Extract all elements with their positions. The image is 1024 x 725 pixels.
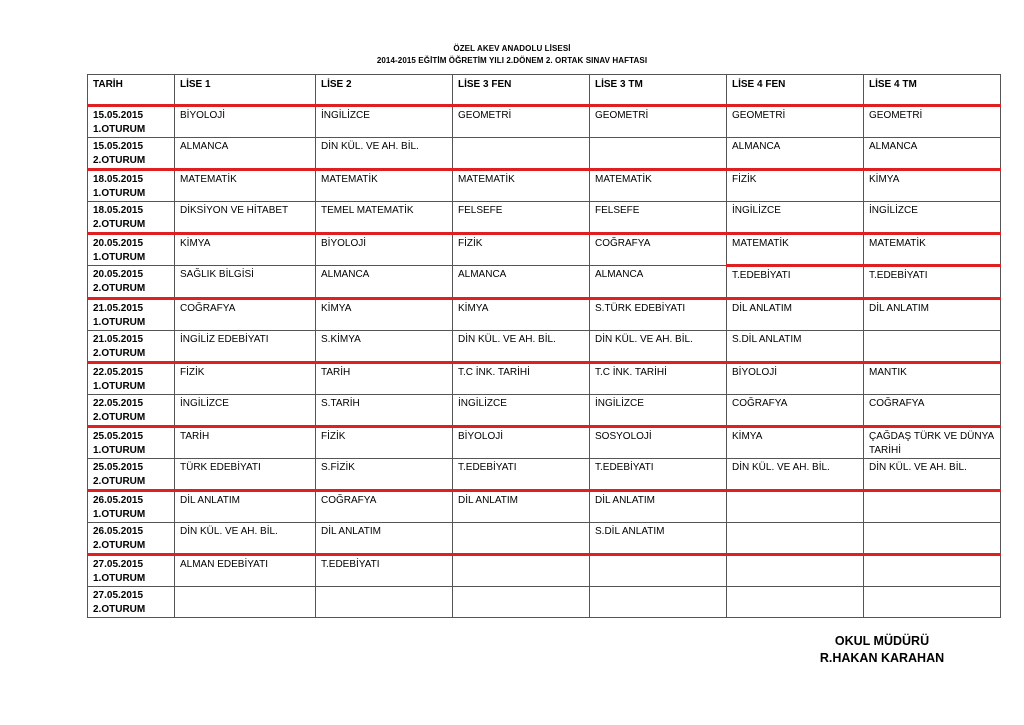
- subject-cell: [727, 491, 864, 523]
- subject-cell: KİMYA: [727, 427, 864, 459]
- subject-cell: ÇAĞDAŞ TÜRK VE DÜNYA TARİHİ: [864, 427, 1001, 459]
- school-name: ÖZEL AKEV ANADOLU LİSESİ: [453, 44, 571, 53]
- exam-date: 22.05.2015: [93, 367, 144, 378]
- exam-session: 2.OTURUM: [93, 540, 146, 551]
- subject-cell: KİMYA: [316, 299, 453, 331]
- subject-cell: TÜRK EDEBİYATI: [175, 459, 316, 491]
- subject-cell: TARİH: [175, 427, 316, 459]
- signature-name: R.HAKAN KARAHAN: [819, 651, 945, 665]
- table-row: [88, 202, 1001, 234]
- subject-cell: MATEMATİK: [453, 170, 590, 202]
- subject-cell: S.TÜRK EDEBİYATI: [590, 299, 727, 331]
- subject-cell: S.KİMYA: [316, 331, 453, 363]
- subject-cell: COĞRAFYA: [590, 234, 727, 266]
- table-row: [88, 555, 1001, 587]
- exam-session: 1.OTURUM: [93, 252, 146, 263]
- subject-cell: [590, 587, 727, 618]
- table-row: [88, 106, 1001, 138]
- date-cell: [88, 427, 175, 459]
- table-row: [88, 138, 1001, 170]
- subject-cell: DİN KÜL. VE AH. BİL.: [453, 331, 590, 363]
- subject-cell: KİMYA: [453, 299, 590, 331]
- date-cell: [88, 491, 175, 523]
- column-header: TARİH: [88, 75, 175, 106]
- exam-session: 2.OTURUM: [93, 219, 146, 230]
- subject-cell: [727, 555, 864, 587]
- subject-cell: T.EDEBİYATI: [316, 555, 453, 587]
- exam-date: 18.05.2015: [93, 205, 144, 216]
- date-cell: [88, 234, 175, 266]
- subject-cell: T.EDEBİYATI: [864, 266, 1001, 299]
- subject-cell: DİL ANLATIM: [175, 491, 316, 523]
- exam-date: 21.05.2015: [93, 303, 144, 314]
- column-header: LİSE 4 TM: [864, 75, 1001, 106]
- subject-cell: ALMANCA: [864, 138, 1001, 170]
- subject-cell: T.EDEBİYATI: [453, 459, 590, 491]
- subject-cell: DİL ANLATIM: [590, 491, 727, 523]
- subject-cell: COĞRAFYA: [727, 395, 864, 427]
- subject-cell: FELSEFE: [453, 202, 590, 234]
- date-cell: [88, 106, 175, 138]
- date-cell: [88, 170, 175, 202]
- subject-cell: İNGİLİZCE: [727, 202, 864, 234]
- subject-cell: [453, 138, 590, 170]
- exam-date: 20.05.2015: [93, 238, 144, 249]
- subject-cell: [453, 523, 590, 555]
- subject-cell: S.FİZİK: [316, 459, 453, 491]
- table-row: [88, 234, 1001, 266]
- exam-session: 2.OTURUM: [93, 476, 146, 487]
- subject-cell: MATEMATİK: [175, 170, 316, 202]
- subject-cell: COĞRAFYA: [316, 491, 453, 523]
- table-row: [88, 363, 1001, 395]
- subject-cell: S.DİL ANLATIM: [727, 331, 864, 363]
- subject-cell: MATEMATİK: [727, 234, 864, 266]
- subject-cell: FİZİK: [727, 170, 864, 202]
- table-row: [88, 427, 1001, 459]
- subject-cell: [175, 587, 316, 618]
- subject-cell: [864, 587, 1001, 618]
- date-cell: [88, 395, 175, 427]
- exam-schedule-table: [87, 74, 1001, 618]
- subject-cell: T.C İNK. TARİHİ: [453, 363, 590, 395]
- exam-date: 20.05.2015: [93, 269, 144, 280]
- exam-date: 26.05.2015: [93, 495, 144, 506]
- subject-cell: T.C İNK. TARİHİ: [590, 363, 727, 395]
- table-row: [88, 491, 1001, 523]
- exam-session: 1.OTURUM: [93, 317, 146, 328]
- subject-cell: [727, 587, 864, 618]
- table-row: [88, 459, 1001, 491]
- table-body: [88, 106, 1001, 618]
- subject-cell: MANTIK: [864, 363, 1001, 395]
- exam-date: 26.05.2015: [93, 526, 144, 537]
- subject-cell: DİL ANLATIM: [316, 523, 453, 555]
- table-row: [88, 523, 1001, 555]
- column-header: LİSE 1: [175, 75, 316, 106]
- subject-cell: DİN KÜL. VE AH. BİL.: [175, 523, 316, 555]
- exam-session: 1.OTURUM: [93, 381, 146, 392]
- subject-cell: ALMANCA: [727, 138, 864, 170]
- date-cell: [88, 202, 175, 234]
- table-row: [88, 395, 1001, 427]
- subject-cell: GEOMETRİ: [590, 106, 727, 138]
- column-header: LİSE 4 FEN: [727, 75, 864, 106]
- subject-cell: [590, 555, 727, 587]
- subject-cell: SOSYOLOJİ: [590, 427, 727, 459]
- exam-date: 27.05.2015: [93, 590, 144, 601]
- exam-session: 1.OTURUM: [93, 124, 146, 135]
- subject-cell: ALMANCA: [590, 266, 727, 299]
- document-subtitle: 2014-2015 EĞİTİM ÖĞRETİM YILI 2.DÖNEM 2. ORTAK SINAV HAFTASI: [376, 56, 648, 65]
- subject-cell: MATEMATİK: [316, 170, 453, 202]
- subject-cell: FELSEFE: [590, 202, 727, 234]
- exam-session: 2.OTURUM: [93, 283, 146, 294]
- subject-cell: TARİH: [316, 363, 453, 395]
- subject-cell: DİN KÜL. VE AH. BİL.: [316, 138, 453, 170]
- subject-cell: İNGİLİZCE: [316, 106, 453, 138]
- exam-session: 2.OTURUM: [93, 348, 146, 359]
- table-row: [88, 266, 1001, 299]
- subject-cell: KİMYA: [175, 234, 316, 266]
- date-cell: [88, 266, 175, 299]
- date-cell: [88, 299, 175, 331]
- subject-cell: İNGİLİZCE: [864, 202, 1001, 234]
- exam-date: 18.05.2015: [93, 174, 144, 185]
- subject-cell: SAĞLIK BİLGİSİ: [175, 266, 316, 299]
- table-row: [88, 299, 1001, 331]
- date-cell: [88, 555, 175, 587]
- subject-cell: [864, 523, 1001, 555]
- subject-cell: BİYOLOJİ: [727, 363, 864, 395]
- date-cell: [88, 523, 175, 555]
- date-cell: [88, 138, 175, 170]
- exam-date: 27.05.2015: [93, 559, 144, 570]
- subject-cell: BİYOLOJİ: [316, 234, 453, 266]
- subject-cell: ALMAN EDEBİYATI: [175, 555, 316, 587]
- subject-cell: MATEMATİK: [590, 170, 727, 202]
- subject-cell: [590, 138, 727, 170]
- subject-cell: [864, 555, 1001, 587]
- subject-cell: TEMEL MATEMATİK: [316, 202, 453, 234]
- date-cell: [88, 363, 175, 395]
- exam-date: 21.05.2015: [93, 334, 144, 345]
- exam-session: 2.OTURUM: [93, 412, 146, 423]
- subject-cell: FİZİK: [453, 234, 590, 266]
- subject-cell: COĞRAFYA: [175, 299, 316, 331]
- subject-cell: [453, 587, 590, 618]
- subject-cell: ALMANCA: [453, 266, 590, 299]
- date-cell: [88, 587, 175, 618]
- table-row: [88, 331, 1001, 363]
- date-cell: [88, 331, 175, 363]
- subject-cell: MATEMATİK: [864, 234, 1001, 266]
- column-header: LİSE 2: [316, 75, 453, 106]
- exam-date: 25.05.2015: [93, 462, 144, 473]
- subject-cell: DİN KÜL. VE AH. BİL.: [864, 459, 1001, 491]
- subject-cell: [453, 555, 590, 587]
- subject-cell: [316, 587, 453, 618]
- subject-cell: DİL ANLATIM: [453, 491, 590, 523]
- exam-date: 15.05.2015: [93, 141, 144, 152]
- exam-session: 1.OTURUM: [93, 188, 146, 199]
- exam-session: 1.OTURUM: [93, 573, 146, 584]
- exam-session: 2.OTURUM: [93, 155, 146, 166]
- subject-cell: GEOMETRİ: [864, 106, 1001, 138]
- subject-cell: KİMYA: [864, 170, 1001, 202]
- table-row: [88, 587, 1001, 618]
- subject-cell: GEOMETRİ: [453, 106, 590, 138]
- table-header-row: [88, 75, 1001, 106]
- subject-cell: DİL ANLATIM: [864, 299, 1001, 331]
- subject-cell: İNGİLİZCE: [453, 395, 590, 427]
- subject-cell: FİZİK: [175, 363, 316, 395]
- subject-cell: ALMANCA: [316, 266, 453, 299]
- subject-cell: ALMANCA: [175, 138, 316, 170]
- subject-cell: COĞRAFYA: [864, 395, 1001, 427]
- subject-cell: S.TARİH: [316, 395, 453, 427]
- exam-date: 15.05.2015: [93, 110, 144, 121]
- exam-date: 25.05.2015: [93, 431, 144, 442]
- subject-cell: DİN KÜL. VE AH. BİL.: [590, 331, 727, 363]
- subject-cell: İNGİLİZCE: [175, 395, 316, 427]
- subject-cell: [864, 491, 1001, 523]
- subject-cell: S.DİL ANLATIM: [590, 523, 727, 555]
- subject-cell: BİYOLOJİ: [453, 427, 590, 459]
- subject-cell: İNGİLİZ EDEBİYATI: [175, 331, 316, 363]
- exam-session: 1.OTURUM: [93, 509, 146, 520]
- table-row: [88, 170, 1001, 202]
- date-cell: [88, 459, 175, 491]
- subject-cell: T.EDEBİYATI: [727, 266, 864, 299]
- subject-cell: T.EDEBİYATI: [590, 459, 727, 491]
- exam-session: 1.OTURUM: [93, 445, 146, 456]
- subject-cell: [864, 331, 1001, 363]
- subject-cell: [727, 523, 864, 555]
- column-header: LİSE 3 TM: [590, 75, 727, 106]
- column-header: LİSE 3 FEN: [453, 75, 590, 106]
- subject-cell: İNGİLİZCE: [590, 395, 727, 427]
- subject-cell: BİYOLOJİ: [175, 106, 316, 138]
- exam-date: 22.05.2015: [93, 398, 144, 409]
- subject-cell: DİKSİYON VE HİTABET: [175, 202, 316, 234]
- signature-title: OKUL MÜDÜRÜ: [834, 634, 930, 648]
- subject-cell: DİL ANLATIM: [727, 299, 864, 331]
- subject-cell: DİN KÜL. VE AH. BİL.: [727, 459, 864, 491]
- subject-cell: FİZİK: [316, 427, 453, 459]
- exam-session: 2.OTURUM: [93, 604, 146, 615]
- subject-cell: GEOMETRİ: [727, 106, 864, 138]
